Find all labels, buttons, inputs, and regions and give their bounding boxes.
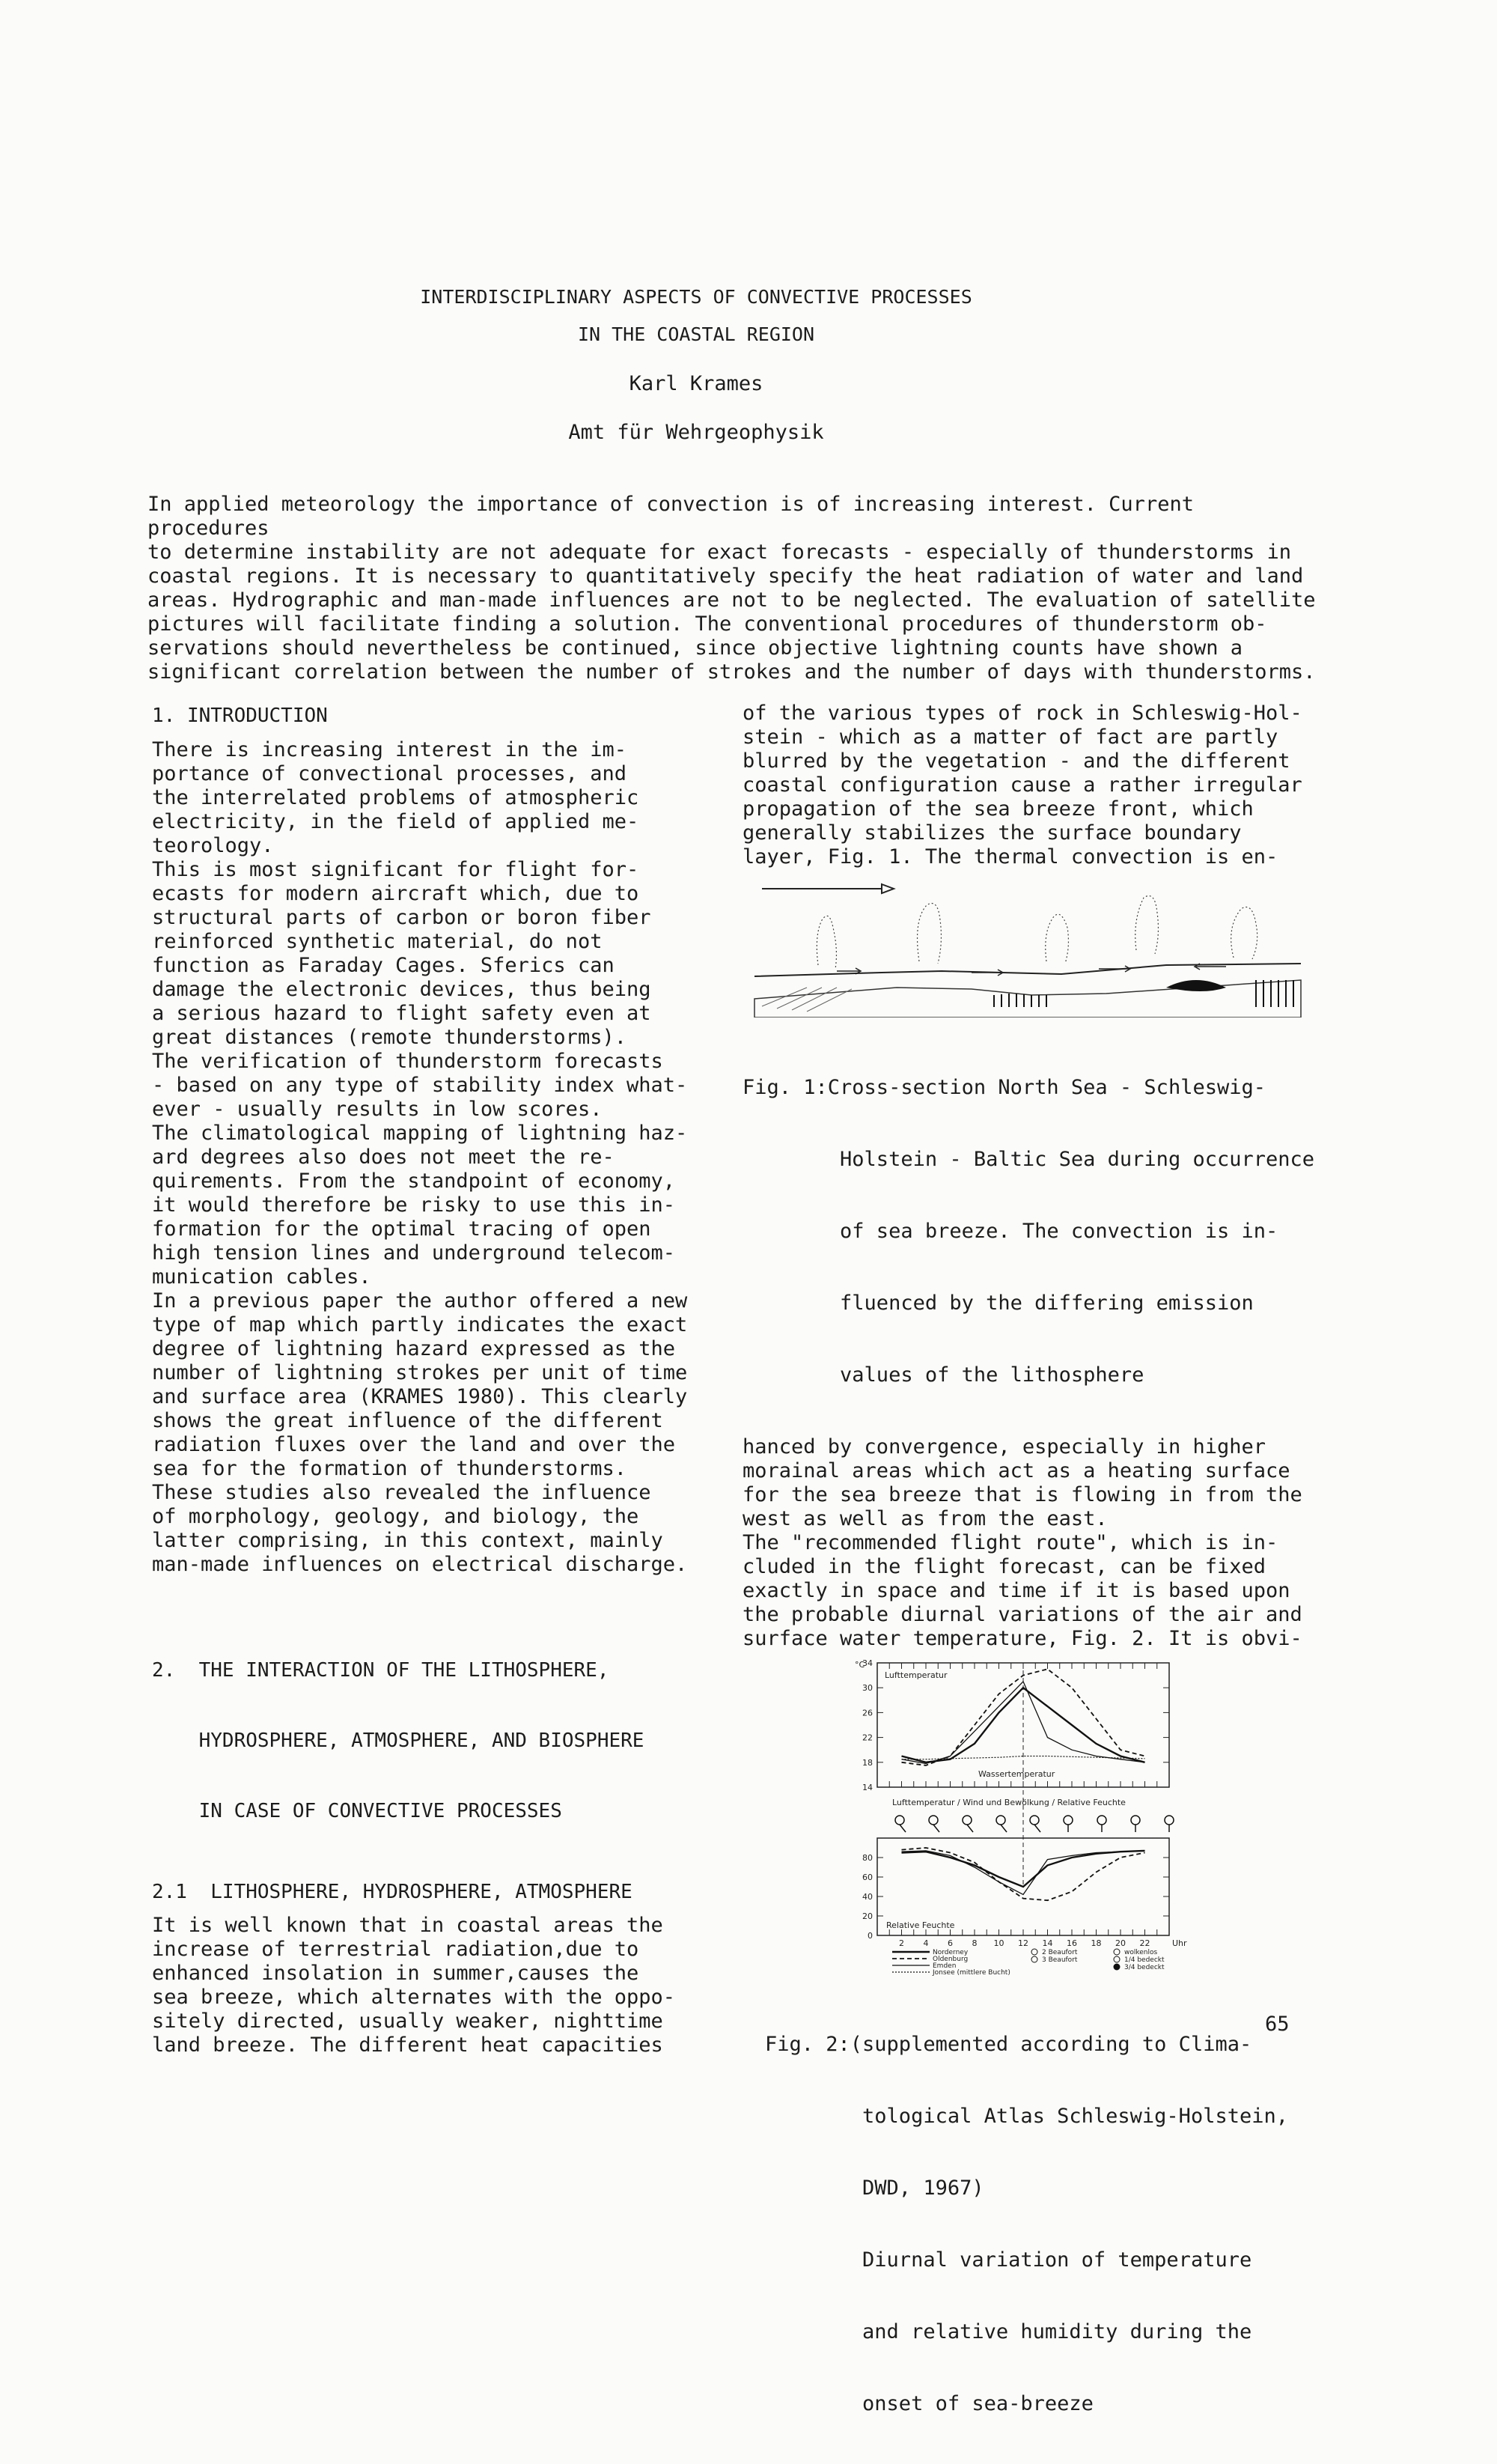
lower-y-tick-label: 20 bbox=[862, 1911, 873, 1921]
wind-station-symbol bbox=[996, 1816, 1005, 1825]
text-line: radiation fluxes over the land and over the bbox=[152, 1433, 721, 1457]
wind-legend-label: 2 Beaufort bbox=[1042, 1949, 1078, 1956]
text-line: degree of lightning hazard expressed as the bbox=[152, 1337, 721, 1361]
text-line: sea for the formation of thunderstorms. bbox=[152, 1457, 721, 1481]
abstract-line: In applied meteorology the importance of convection is of increasing interest. Current procedures bbox=[147, 493, 1326, 541]
text-line: morainal areas which act as a heating surface bbox=[743, 1459, 1334, 1483]
legend-label: Norderney bbox=[933, 1949, 969, 1956]
section-2-heading-line: HYDROSPHERE, ATMOSPHERE, AND BIOSPHERE bbox=[152, 1730, 721, 1752]
text-line: structural parts of carbon or boron fiber bbox=[152, 906, 721, 930]
text-line: reinforced synthetic material, do not bbox=[152, 930, 721, 954]
text-line: stein - which as a matter of fact are partly bbox=[743, 725, 1334, 749]
wind-station-symbol bbox=[1064, 1816, 1073, 1825]
figure-1-caption-line: fluenced by the differing emission bbox=[743, 1292, 1334, 1315]
upper-y-tick-label: 30 bbox=[862, 1683, 873, 1693]
text-line: latter comprising, in this context, mainly bbox=[152, 1529, 721, 1553]
text-line: This is most significant for flight for- bbox=[152, 858, 721, 882]
upper-y-unit: °C bbox=[855, 1660, 865, 1670]
figure-1-caption-line: values of the lithosphere bbox=[743, 1363, 1334, 1387]
text-line: ard degrees also does not meet the re- bbox=[152, 1146, 721, 1169]
text-line: a serious hazard to flight safety even at bbox=[152, 1002, 721, 1026]
figure-1-caption-line: Fig. 1:Cross-section North Sea - Schleswig- bbox=[743, 1076, 1334, 1100]
wind-station-symbol bbox=[1097, 1816, 1106, 1825]
text-line: land breeze. The different heat capacities bbox=[152, 2033, 721, 2057]
text-line: enhanced insolation in summer,causes the bbox=[152, 1962, 721, 1986]
lower-panel-label: Relative Feuchte bbox=[886, 1920, 955, 1930]
text-line: it would therefore be risky to use this in- bbox=[152, 1193, 721, 1217]
x-tick-label: 8 bbox=[972, 1938, 978, 1948]
wind-station-symbol bbox=[963, 1816, 972, 1825]
text-line: function as Faraday Cages. Sferics can bbox=[152, 954, 721, 978]
title-line-2: IN THE COASTAL REGION bbox=[0, 323, 1392, 345]
figure-1-caption-line: of sea breeze. The convection is in- bbox=[743, 1220, 1334, 1244]
text-line: the interrelated problems of atmospheric bbox=[152, 786, 721, 810]
wind-legend-symbol bbox=[1031, 1949, 1037, 1955]
page-number: 65 bbox=[1265, 2013, 1290, 2036]
upper-y-tick-label: 26 bbox=[862, 1708, 873, 1718]
text-line: man-made influences on electrical discharge. bbox=[152, 1553, 721, 1577]
text-line: The "recommended flight route", which is in- bbox=[743, 1531, 1334, 1555]
right-column bbox=[743, 702, 1334, 2464]
abstract-line: significant correlation between the number of strokes and the number of days with thunderstorms. bbox=[147, 660, 1326, 684]
x-tick-label: 22 bbox=[1140, 1938, 1150, 1948]
text-line: The verification of thunderstorm forecasts bbox=[152, 1050, 721, 1074]
legend-label: Emden bbox=[933, 1962, 956, 1970]
figure-1-cross-section bbox=[747, 875, 1305, 1017]
section-2-heading-line: 2. THE INTERACTION OF THE LITHOSPHERE, bbox=[152, 1659, 721, 1682]
title-line-1: INTERDISCIPLINARY ASPECTS OF CONVECTIVE PROCESSES bbox=[0, 286, 1392, 308]
text-line: cluded in the flight forecast, can be fixed bbox=[743, 1555, 1334, 1579]
wind-barb bbox=[1001, 1825, 1007, 1832]
figure-1-caption bbox=[743, 1028, 1334, 1435]
wind-station-symbol bbox=[1030, 1816, 1039, 1825]
figure-1-caption-line: Holstein - Baltic Sea during occurrence bbox=[743, 1148, 1334, 1172]
upper-panel-label: Lufttemperatur bbox=[885, 1670, 948, 1680]
abstract-line: coastal regions. It is necessary to quantitatively specify the heat radiation of water and land bbox=[147, 565, 1326, 588]
figure-2-caption-line: and relative humidity during the bbox=[765, 2320, 1334, 2344]
text-line: west as well as from the east. bbox=[743, 1507, 1334, 1531]
text-line: formation for the optimal tracing of open bbox=[152, 1217, 721, 1241]
text-line: of the various types of rock in Schleswig-Hol- bbox=[743, 702, 1334, 725]
text-line: sitely directed, usually weaker, nighttime bbox=[152, 2010, 721, 2033]
text-line: teorology. bbox=[152, 834, 721, 858]
upper-y-tick-label: 14 bbox=[862, 1783, 873, 1792]
wind-legend-label: 3 Beaufort bbox=[1042, 1956, 1078, 1964]
figure-2-caption-line: Diurnal variation of temperature bbox=[765, 2248, 1334, 2272]
right-middle-text bbox=[743, 1435, 1334, 1651]
wind-barb bbox=[967, 1825, 973, 1832]
text-line: great distances (remote thunderstorms). bbox=[152, 1026, 721, 1050]
left-column bbox=[152, 704, 721, 2057]
upper-y-tick-label: 18 bbox=[862, 1758, 873, 1768]
legend-label: Jonsee (mittlere Bucht) bbox=[932, 1969, 1010, 1977]
text-line: There is increasing interest in the im- bbox=[152, 738, 721, 762]
text-line: hanced by convergence, especially in higher bbox=[743, 1435, 1334, 1459]
text-line: electricity, in the field of applied me- bbox=[152, 810, 721, 834]
wind-station-symbol bbox=[929, 1816, 938, 1825]
text-line: The climatological mapping of lightning haz- bbox=[152, 1122, 721, 1146]
figure-1 bbox=[747, 875, 1305, 1017]
wind-legend-symbol bbox=[1031, 1956, 1037, 1962]
legend-label: Oldenburg bbox=[933, 1956, 968, 1963]
x-axis-unit: Uhr bbox=[1172, 1938, 1187, 1948]
x-tick-label: 20 bbox=[1115, 1938, 1126, 1948]
wind-barb bbox=[1034, 1825, 1040, 1832]
figure-2-caption bbox=[765, 1985, 1334, 2464]
abstract-line: areas. Hydrographic and man-made influences are not to be neglected. The evaluation of satellite bbox=[147, 588, 1326, 612]
figure-2-caption-line: Fig. 2:(supplemented according to Clima- bbox=[765, 2033, 1334, 2057]
text-line: high tension lines and underground telecom- bbox=[152, 1241, 721, 1265]
wind-barb bbox=[900, 1825, 906, 1832]
section-1-body bbox=[152, 738, 721, 1577]
text-line: layer, Fig. 1. The thermal convection is en- bbox=[743, 845, 1334, 869]
text-line: exactly in space and time if it is based upon bbox=[743, 1579, 1334, 1603]
figure-2 bbox=[840, 1652, 1192, 1982]
figure-2-caption-line: tological Atlas Schleswig-Holstein, bbox=[765, 2105, 1334, 2129]
abstract bbox=[147, 493, 1326, 684]
cloud-legend-label: wolkenlos bbox=[1124, 1949, 1158, 1956]
figure-2-caption-line: onset of sea-breeze bbox=[765, 2392, 1334, 2416]
author-name: Karl Krames bbox=[0, 372, 1392, 395]
text-line: These studies also revealed the influence bbox=[152, 1481, 721, 1505]
wind-station-symbol bbox=[895, 1816, 904, 1825]
figure-2-caption-line: DWD, 1967) bbox=[765, 2176, 1334, 2200]
cloud-legend-label: 1/4 bedeckt bbox=[1124, 1956, 1165, 1964]
text-line: coastal configuration cause a rather irregular bbox=[743, 773, 1334, 797]
cloud-legend-label: 3/4 bedeckt bbox=[1124, 1964, 1165, 1971]
wind-station-symbol bbox=[1165, 1816, 1174, 1825]
text-line: portance of convectional processes, and bbox=[152, 762, 721, 786]
wind-barb bbox=[933, 1825, 939, 1832]
text-line: increase of terrestrial radiation,due to bbox=[152, 1938, 721, 1962]
text-line: generally stabilizes the surface boundary bbox=[743, 821, 1334, 845]
x-tick-label: 14 bbox=[1043, 1938, 1053, 1948]
abstract-line: to determine instability are not adequate for exact forecasts - especially of thunderstorms in bbox=[147, 541, 1326, 565]
x-tick-label: 12 bbox=[1018, 1938, 1028, 1948]
text-line: - based on any type of stability index what- bbox=[152, 1074, 721, 1098]
text-line: quirements. From the standpoint of economy, bbox=[152, 1169, 721, 1193]
cloud-legend-symbol bbox=[1114, 1949, 1120, 1955]
text-line: ecasts for modern aircraft which, due to bbox=[152, 882, 721, 906]
section-2-1-body bbox=[152, 1914, 721, 2057]
cloud-legend-symbol bbox=[1114, 1956, 1120, 1962]
x-tick-label: 4 bbox=[924, 1938, 929, 1948]
lower-y-tick-label: 80 bbox=[862, 1853, 873, 1863]
affiliation: Amt für Wehrgeophysik bbox=[0, 421, 1392, 444]
text-line: ever - usually results in low scores. bbox=[152, 1098, 721, 1122]
text-line: type of map which partly indicates the exact bbox=[152, 1313, 721, 1337]
text-line: sea breeze, which alternates with the oppo- bbox=[152, 1986, 721, 2010]
abstract-line: pictures will facilitate finding a solution. The conventional procedures of thunderstorm ob- bbox=[147, 612, 1326, 636]
section-1-heading: 1. INTRODUCTION bbox=[152, 704, 721, 728]
text-line: the probable diurnal variations of the air and bbox=[743, 1603, 1334, 1627]
text-line: damage the electronic devices, thus being bbox=[152, 978, 721, 1002]
text-line: number of lightning strokes per unit of time bbox=[152, 1361, 721, 1385]
text-line: In a previous paper the author offered a new bbox=[152, 1289, 721, 1313]
right-top-text bbox=[743, 702, 1334, 869]
text-line: of morphology, geology, and biology, the bbox=[152, 1505, 721, 1529]
cloud-legend-symbol bbox=[1114, 1964, 1120, 1970]
upper-y-tick-label: 22 bbox=[862, 1733, 873, 1743]
wind-cloud-label: Lufttemperatur / Wind und Bewölkung / Relative Feuchte bbox=[892, 1798, 1126, 1807]
abstract-line: servations should nevertheless be continued, since objective lightning counts have shown a bbox=[147, 636, 1326, 660]
section-2-heading bbox=[152, 1611, 721, 1870]
x-tick-label: 16 bbox=[1067, 1938, 1077, 1948]
x-tick-label: 6 bbox=[948, 1938, 953, 1948]
text-line: surface water temperature, Fig. 2. It is obvi- bbox=[743, 1627, 1334, 1651]
text-line: blurred by the vegetation - and the different bbox=[743, 749, 1334, 773]
lower-y-tick-label: 40 bbox=[862, 1892, 873, 1902]
lower-y-tick-label: 60 bbox=[862, 1873, 873, 1882]
upper-y-tick-label: 34 bbox=[862, 1658, 873, 1668]
wind-station-symbol bbox=[1131, 1816, 1140, 1825]
x-tick-label: 2 bbox=[899, 1938, 904, 1948]
text-line: shows the great influence of the different bbox=[152, 1409, 721, 1433]
x-tick-label: 18 bbox=[1091, 1938, 1102, 1948]
text-line: for the sea breeze that is flowing in from the bbox=[743, 1483, 1334, 1507]
water-temp-label: Wassertemperatur bbox=[978, 1769, 1055, 1779]
text-line: It is well known that in coastal areas the bbox=[152, 1914, 721, 1938]
text-line: and surface area (KRAMES 1980). This clearly bbox=[152, 1385, 721, 1409]
section-2-heading-line: IN CASE OF CONVECTIVE PROCESSES bbox=[152, 1800, 721, 1822]
section-2-1-heading: 2.1 LITHOSPHERE, HYDROSPHERE, ATMOSPHERE bbox=[152, 1881, 721, 1903]
lower-y-tick-label: 0 bbox=[868, 1931, 873, 1941]
figure-2-chart bbox=[840, 1652, 1192, 1982]
text-line: propagation of the sea breeze front, which bbox=[743, 797, 1334, 821]
text-line: munication cables. bbox=[152, 1265, 721, 1289]
x-tick-label: 10 bbox=[994, 1938, 1004, 1948]
